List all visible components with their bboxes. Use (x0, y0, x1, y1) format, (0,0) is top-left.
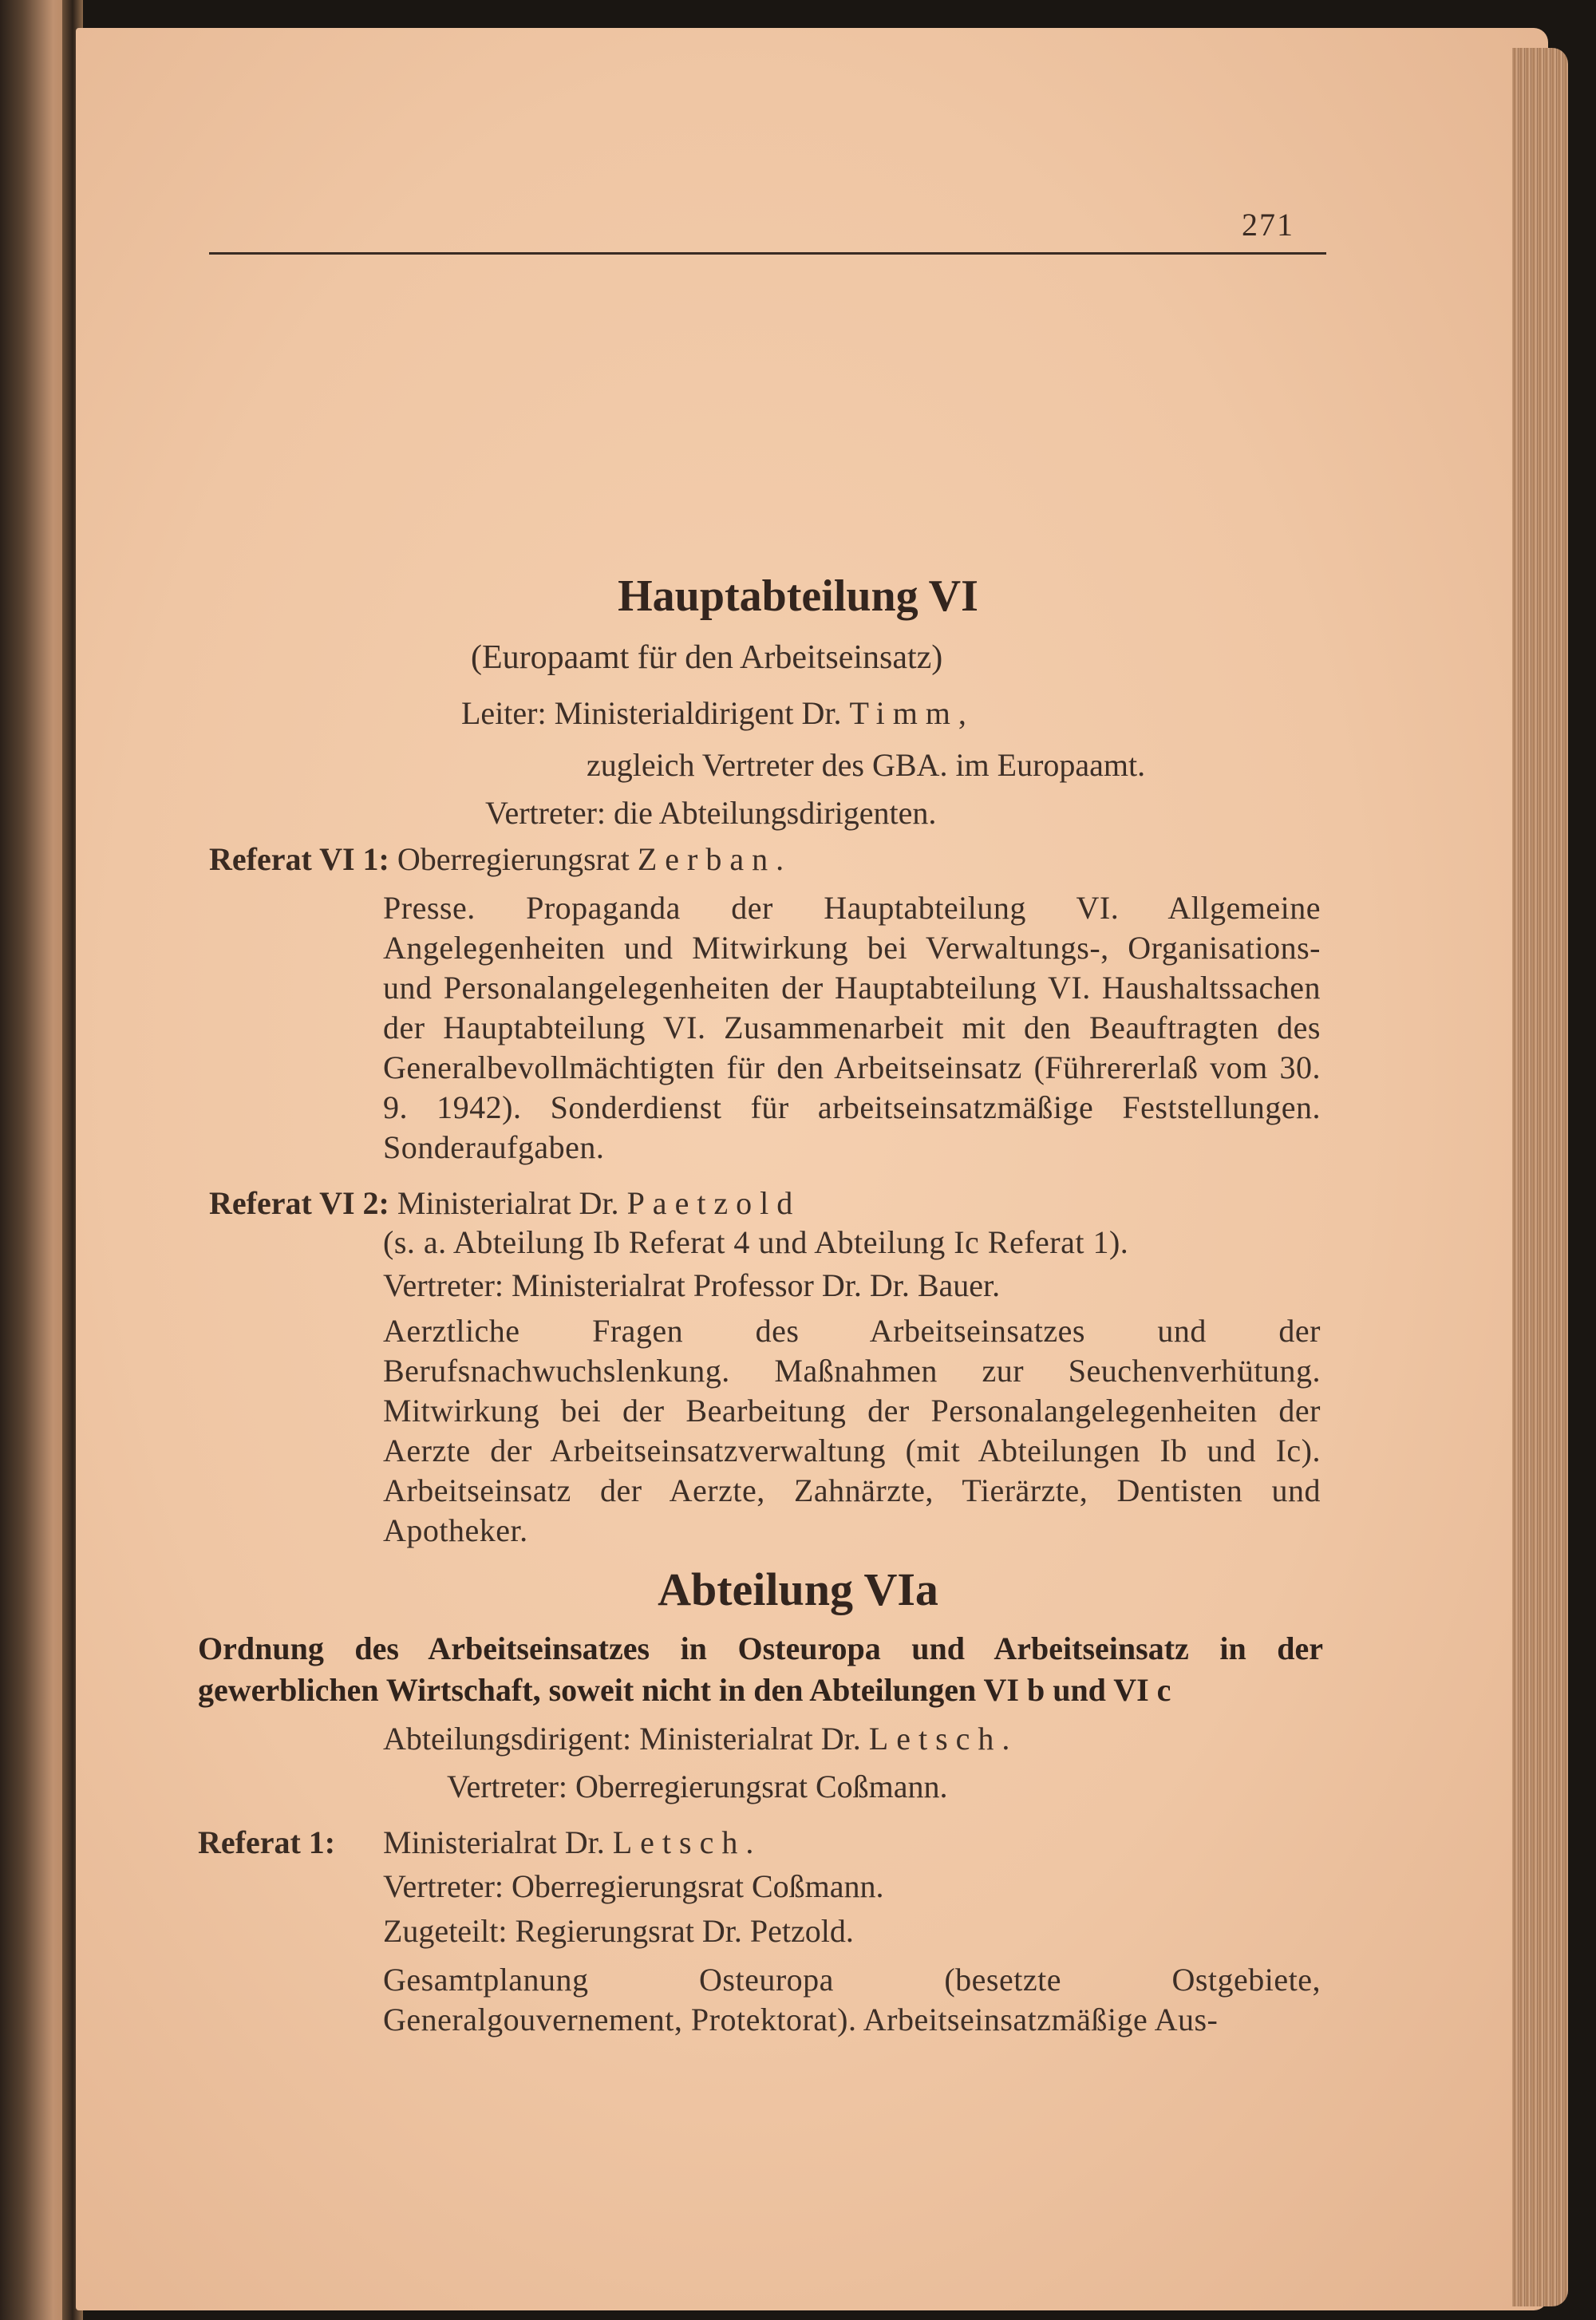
referat-1-head-name: Letsch. (612, 1824, 762, 1860)
referat-vi1-label: Referat VI 1: (209, 841, 389, 877)
leiter-name: Timm, (849, 695, 974, 731)
referat-1-text: Gesamtplanung Osteuropa (besetzte Ostgebiete, Generalgouvernement, Protektorat). Arbeitseinsatzmäßige Aus- (383, 1962, 1321, 2037)
referat-vi2-text: Aerztliche Fragen des Arbeitseinsatzes und der Berufsnachwuchslenkung. Maßnahmen zur Seuchenverhütung. Mitwirkung bei der Bearbeitung der Personalangelegenheiten der Aerzte der Arbeitseinsatzverwaltung (mit Abteilungen Ib und Ic). Arbeitseinsatz der Aerzte, Zahnärzte, Tierärzte, Dentisten und Apotheker. (383, 1313, 1321, 1548)
referat-vi1-head-name: Zerban. (637, 841, 792, 877)
page-edges (1512, 48, 1568, 2306)
referat-1-head-prefix: Ministerialrat Dr. (383, 1824, 605, 1860)
referat-vi2-vertreter: Vertreter: Ministerialrat Professor Dr. Dr. Bauer. (383, 1267, 1001, 1303)
referat-vi2-head-rest: (s. a. Abteilung Ib Referat 4 und Abteilung Ic Referat 1). (383, 1224, 1129, 1260)
referat-vi2-head (209, 1184, 800, 1223)
referat-1-head (383, 1824, 761, 1862)
page-number: 271 (1242, 207, 1294, 243)
referat-1-zugeteilt: Zugeteilt: Regierungsrat Dr. Petzold. (383, 1913, 854, 1949)
dirigent-name: Letsch. (868, 1721, 1018, 1757)
referat-1-label (198, 1824, 335, 1862)
header-rule (209, 252, 1326, 255)
section-title-hauptabteilung: Hauptabteilung VI (618, 571, 978, 621)
referat-vi1-head (209, 840, 792, 879)
leiter-line (461, 694, 974, 733)
leiter-note: zugleich Vertreter des GBA. im Europaamt. (587, 747, 1146, 783)
abteilung-via-vertreter: Vertreter: Oberregierungsrat Coßmann. (447, 1769, 948, 1804)
abteilung-via-description: Ordnung des Arbeitseinsatzes in Osteuropa und Arbeitseinsatz in der gewerblichen Wirtschaft, soweit nicht in den Abteilungen VI b und VI c (198, 1630, 1323, 1708)
referat-vi2-label: Referat VI 2: (209, 1185, 389, 1221)
referat-vi1-text: Presse. Propaganda der Hauptabteilung VI. Allgemeine Angelegenheiten und Mitwirkung bei Verwaltungs-, Organisations- und Personalangelegenheiten der Hauptabteilung VI. Haushaltssachen der Hauptabteilung VI. Zusammenarbeit mit den Beauftragten des Generalbevollmächtigten für den Arbeitseinsatz (Führererlaß vom 30. 9. 1942). Sonderdienst für arbeitseinsatzmäßige Feststellungen. Sonderaufgaben. (383, 890, 1321, 1165)
dirigent-line (383, 1720, 1017, 1758)
vertreter-line: Vertreter: die Abteilungsdirigenten. (485, 795, 937, 831)
referat-vi2-head-name: Paetzold (626, 1185, 801, 1221)
referat-1-vertreter: Vertreter: Oberregierungsrat Coßmann. (383, 1868, 884, 1904)
section-subtitle: (Europaamt für den Arbeitseinsatz) (471, 639, 943, 676)
referat-vi1-head-prefix: Oberregierungsrat (397, 841, 630, 877)
referat-1-label-text: Referat 1: (198, 1824, 336, 1860)
leiter-prefix: Leiter: Ministerialdirigent Dr. (461, 695, 842, 731)
dirigent-prefix: Abteilungsdirigent: Ministerialrat Dr. (383, 1721, 861, 1757)
section-title-abteilung-via: Abteilung VIa (658, 1563, 938, 1615)
referat-vi2-head-prefix: Ministerialrat Dr. (397, 1185, 619, 1221)
